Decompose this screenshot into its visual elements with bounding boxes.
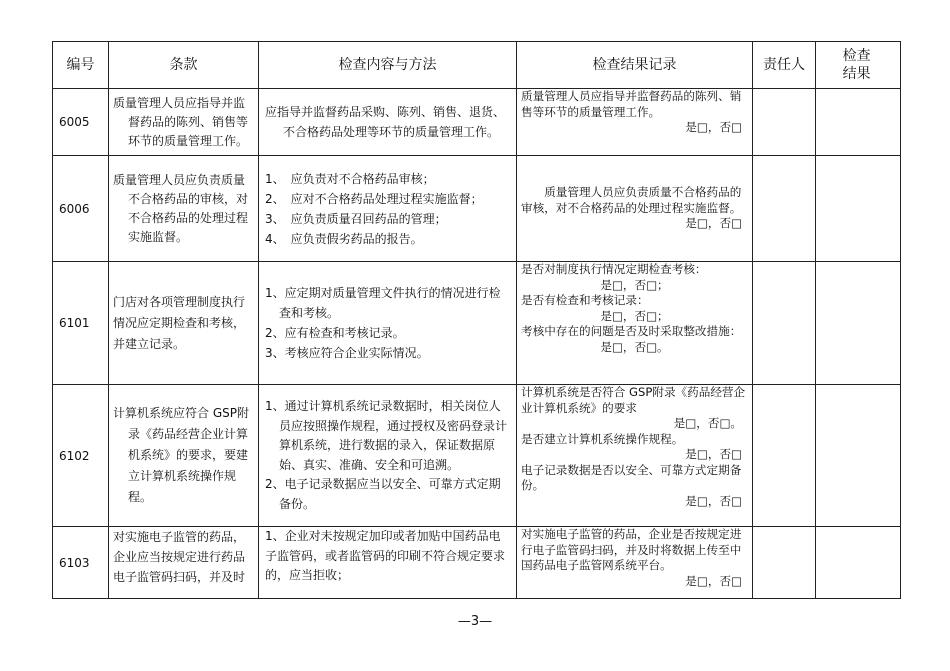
table-row bbox=[53, 156, 901, 262]
header-clause: 条款 bbox=[109, 42, 259, 89]
row-result[interactable] bbox=[816, 385, 901, 527]
table-row bbox=[53, 89, 901, 156]
row-person[interactable] bbox=[753, 89, 816, 156]
row-number: 6006 bbox=[53, 156, 109, 262]
row-clause: 门店对各项管理制度执行情况应定期检查和考核，并建立记录。 bbox=[109, 262, 259, 385]
header-no: 编号 bbox=[53, 42, 109, 89]
record-question: 电子记录数据是否以安全、可靠方式定期备份。 bbox=[521, 462, 742, 492]
row-person[interactable] bbox=[753, 156, 816, 262]
row-person[interactable] bbox=[753, 385, 816, 527]
row-record bbox=[517, 527, 753, 599]
row-clause: 计算机系统应符合 GSP附录《药品经营企业计算机系统》的要求，要建立计算机系统操作规程。 bbox=[109, 385, 259, 527]
record-question: 是否有检查和考核记录： bbox=[521, 293, 649, 307]
row-result[interactable] bbox=[816, 156, 901, 262]
header-result: 检查结果 bbox=[816, 42, 901, 89]
header-person: 责任人 bbox=[753, 42, 816, 89]
method-item: 4、 应负责假劣药品的报告。 bbox=[265, 231, 423, 246]
row-person[interactable] bbox=[753, 527, 816, 599]
row-clause: 质量管理人员应指导并监督药品的陈列、销售等环节的质量管理工作。 bbox=[109, 89, 259, 156]
record-question: 考核中存在的问题是否及时采取整改措施： bbox=[521, 324, 742, 338]
header-record: 检查结果记录 bbox=[517, 42, 753, 89]
row-result[interactable] bbox=[816, 527, 901, 599]
record-checkbox[interactable]: 是□，否□； bbox=[600, 308, 669, 323]
method-item: 3、 应负责质量召回药品的管理； bbox=[265, 211, 447, 226]
record-text: 质量管理人员应负责质量不合格药品的审核，对不合格药品的处理过程实施监督。 bbox=[521, 185, 742, 215]
record-checkbox[interactable]: 是□，否□ bbox=[685, 216, 742, 231]
row-result[interactable] bbox=[816, 262, 901, 385]
row-number: 6102 bbox=[53, 385, 109, 527]
row-result[interactable] bbox=[816, 89, 901, 156]
record-question: 计算机系统是否符合 GSP附录《药品经营企业计算机系统》的要求 bbox=[521, 385, 746, 415]
row-record bbox=[517, 156, 753, 262]
method-item: 2、电子记录数据应当以安全、可靠方式定期备份。 bbox=[265, 477, 501, 511]
row-method: 应指导并监督药品采购、陈列、销售、退货、不合格药品处理等环节的质量管理工作。 bbox=[259, 89, 517, 156]
record-checkbox[interactable]: 是□，否□ bbox=[685, 120, 742, 134]
row-method bbox=[259, 156, 517, 262]
table-row bbox=[53, 527, 901, 599]
record-question: 是否建立计算机系统操作规程。 bbox=[521, 431, 684, 446]
row-method: 1、企业对未按规定加印或者加贴中国药品电子监管码，或者监管码的印刷不符合规定要求的，应当拒收； bbox=[259, 527, 517, 599]
record-checkbox[interactable]: 是□，否□； bbox=[600, 277, 669, 292]
row-record bbox=[517, 89, 753, 156]
record-checkbox[interactable]: 是□，否□ bbox=[685, 447, 742, 461]
row-record bbox=[517, 385, 753, 527]
row-record bbox=[517, 262, 753, 385]
row-clause: 质量管理人员应负责质量不合格药品的审核，对不合格药品的处理过程实施监督。 bbox=[109, 156, 259, 262]
header-row bbox=[53, 42, 901, 89]
method-item: 2、应有检查和考核记录。 bbox=[265, 326, 405, 340]
header-method: 检查内容与方法 bbox=[259, 42, 517, 89]
record-checkbox[interactable]: 是□，否□ bbox=[685, 573, 742, 588]
record-checkbox[interactable]: 是□，否□ bbox=[685, 493, 742, 508]
inspection-table bbox=[52, 41, 901, 599]
row-method bbox=[259, 262, 517, 385]
record-checkbox[interactable]: 是□，否□。 bbox=[673, 416, 742, 430]
method-item: 1、应定期对质量管理文件执行的情况进行检查和考核。 bbox=[265, 286, 501, 320]
record-question: 是否对制度执行情况定期检查考核： bbox=[521, 262, 707, 276]
record-checkbox[interactable]: 是□，否□。 bbox=[600, 339, 669, 354]
row-person[interactable] bbox=[753, 262, 816, 385]
row-number: 6101 bbox=[53, 262, 109, 385]
table-row bbox=[53, 262, 901, 385]
page-number: —3— bbox=[457, 614, 493, 629]
record-text: 质量管理人员应指导并监督药品的陈列、销售等环节的质量管理工作。 bbox=[521, 89, 742, 119]
record-text: 对实施电子监管的药品，企业是否按规定进行电子监管码扫码，并及时将数据上传至中国药品电子监管网系统平台。 bbox=[521, 527, 742, 572]
method-item: 1、通过计算机系统记录数据时，相关岗位人员应按照操作规程，通过授权及密码登录计算机系统，进行数据的录入，保证数据原始、真实、准确、安全和可追溯。 bbox=[265, 399, 508, 472]
row-number: 6103 bbox=[53, 527, 109, 599]
method-item: 2、 应对不合格药品处理过程实施监督； bbox=[265, 191, 483, 206]
method-item: 1、 应负责对不合格药品审核； bbox=[265, 171, 435, 186]
row-clause: 对实施电子监管的药品，企业应当按规定进行药品电子监管码扫码，并及时 bbox=[109, 527, 259, 599]
row-method bbox=[259, 385, 517, 527]
row-number: 6005 bbox=[53, 89, 109, 156]
method-item: 3、考核应符合企业实际情况。 bbox=[265, 346, 429, 360]
table-row bbox=[53, 385, 901, 527]
